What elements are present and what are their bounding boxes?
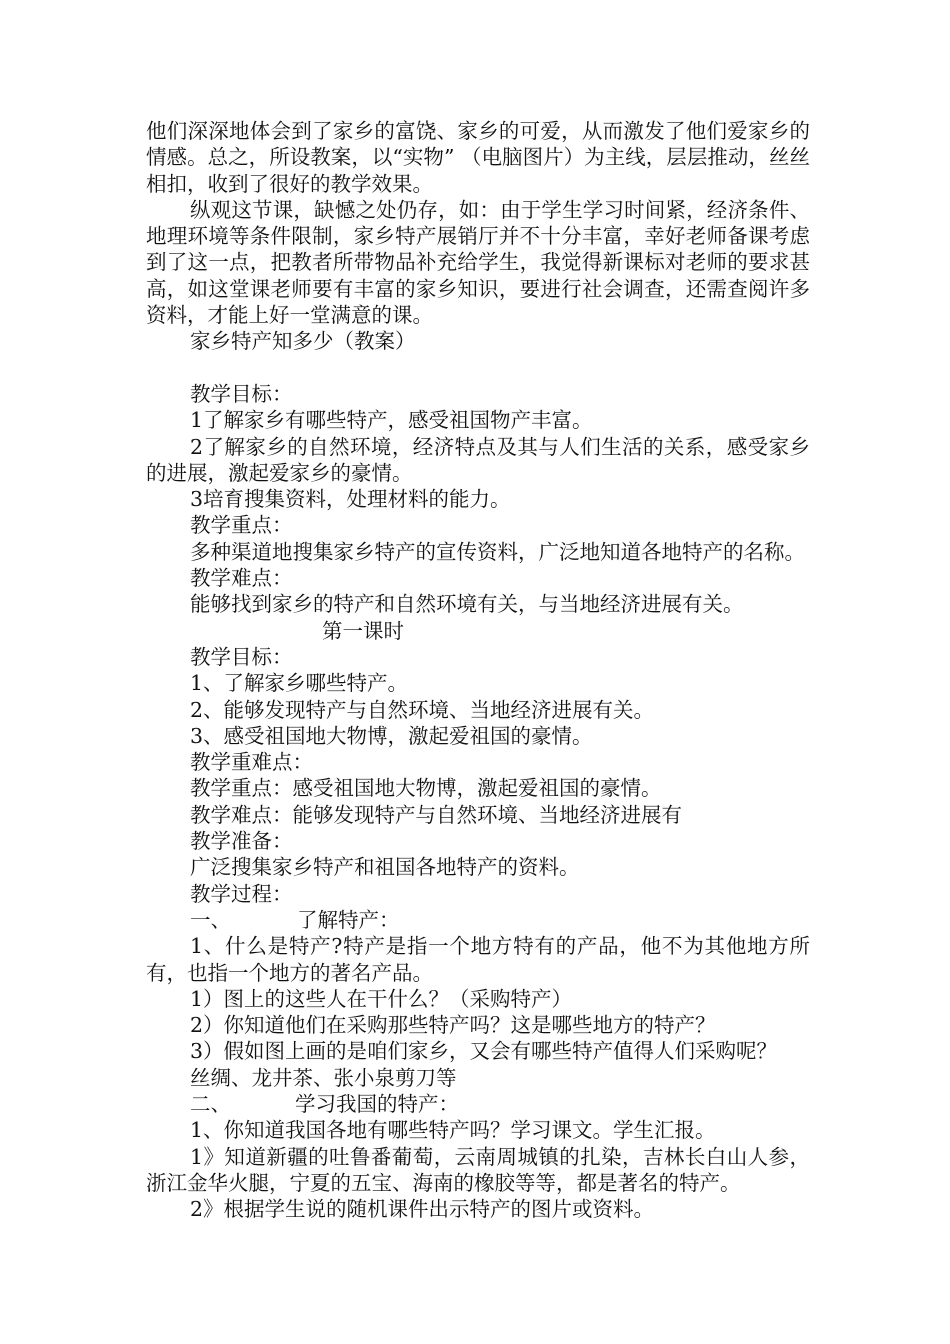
- heading-lesson-goals: 教学目标：: [190, 644, 293, 669]
- paragraph-reflection: 纵观这节课，缺憾之处仍存，如：由于学生学习时间紧，经济条件、地理环境等条件限制，家乡特产展销厅并不十分丰富，幸好老师备课考虑到了这一点，把教者所带物品补充给学生，我觉得新课标对老师的要求甚高，如这堂课老师要有丰富的家乡知识，要进行社会调查，还需查阅许多资料，才能上好一堂满意的课。: [146, 197, 810, 328]
- lesson-difficult-point: 教学难点：能够发现特产与自然环境、当地经济进展有: [190, 802, 682, 827]
- heading-teaching-goals: 教学目标：: [190, 381, 293, 406]
- heading-preparation: 教学准备：: [190, 829, 293, 854]
- question-3: 3）假如图上画的是咱们家乡，又会有哪些特产值得人们采购呢？: [190, 1039, 778, 1064]
- process-section-2: [146, 1091, 810, 1117]
- lesson-goal-3: 3、感受祖国地大物博，激起爱祖国的豪情。: [190, 723, 593, 748]
- lesson-key-point: 教学重点：感受祖国地大物博，激起爱祖国的豪情。: [190, 776, 662, 801]
- goal-item-3: 3培育搜集资料，处理材料的能力。: [190, 487, 511, 512]
- heading-difficulties: 教学难点：: [190, 566, 293, 591]
- answer-examples: 丝绸、龙井茶、张小泉剪刀等: [190, 1065, 457, 1090]
- what-is-specialty: 1、什么是特产?特产是指一个地方特有的产品，他不为其他地方所有，也指一个地方的著名产品。: [146, 934, 810, 985]
- section-number-1: 一、: [190, 907, 231, 932]
- section-title-2: 学习我国的特产：: [295, 1091, 459, 1116]
- goal-item-2: 2了解家乡的自然环境，经济特点及其与人们生活的关系，感受家乡的进展，激起爱家乡的豪情。: [146, 434, 810, 485]
- lesson-goal-1: 1、了解家乡哪些特产。: [190, 671, 409, 696]
- difficulties-text: 能够找到家乡的特产和自然环境有关，与当地经济进展有关。: [190, 592, 744, 617]
- key-points-text: 多种渠道地搜集家乡特产的宣传资料，广泛地知道各地特产的名称。: [190, 539, 805, 564]
- process-section-1: [146, 907, 810, 933]
- paragraph-intro-continuation: 他们深深地体会到了家乡的富饶、家乡的可爱，从而激发了他们爱家乡的情感。总之，所设教案，以“实物” （电脑图片）为主线，层层推动，丝丝相扣，收到了很好的教学效果。: [146, 119, 810, 196]
- section-number-2: 二、: [190, 1091, 231, 1116]
- lesson-one-title: 第一课时: [322, 618, 404, 643]
- heading-key-points: 教学重点：: [190, 513, 293, 538]
- goal-item-1: 1了解家乡有哪些特产，感受祖国物产丰富。: [190, 408, 593, 433]
- preparation-text: 广泛搜集家乡特产和祖国各地特产的资料。: [190, 855, 580, 880]
- lesson-goal-2: 2、能够发现特产与自然环境、当地经济进展有关。: [190, 697, 655, 722]
- lesson-plan-title: 家乡特产知多少（教案）: [190, 329, 416, 354]
- show-courseware: 2》根据学生说的随机课件出示特产的图片或资料。: [190, 1197, 655, 1222]
- specialties-list: 1》知道新疆的吐鲁番葡萄，云南周城镇的扎染，吉林长白山人参，浙江金华火腿，宁夏的五宝、海南的橡胶等等，都是著名的特产。: [146, 1144, 810, 1195]
- national-specialties-question: 1、你知道我国各地有哪些特产吗？学习课文。学生汇报。: [190, 1118, 716, 1143]
- question-1: 1）图上的这些人在干什么？（采购特产）: [190, 986, 573, 1011]
- section-title-1: 了解特产：: [297, 907, 400, 932]
- heading-key-and-difficult: 教学重难点：: [190, 750, 313, 775]
- heading-process: 教学过程：: [190, 881, 293, 906]
- document-page: [146, 118, 810, 1222]
- blank-line: [146, 355, 810, 381]
- question-2: 2）你知道他们在采购那些特产吗？这是哪些地方的特产？: [190, 1013, 716, 1038]
